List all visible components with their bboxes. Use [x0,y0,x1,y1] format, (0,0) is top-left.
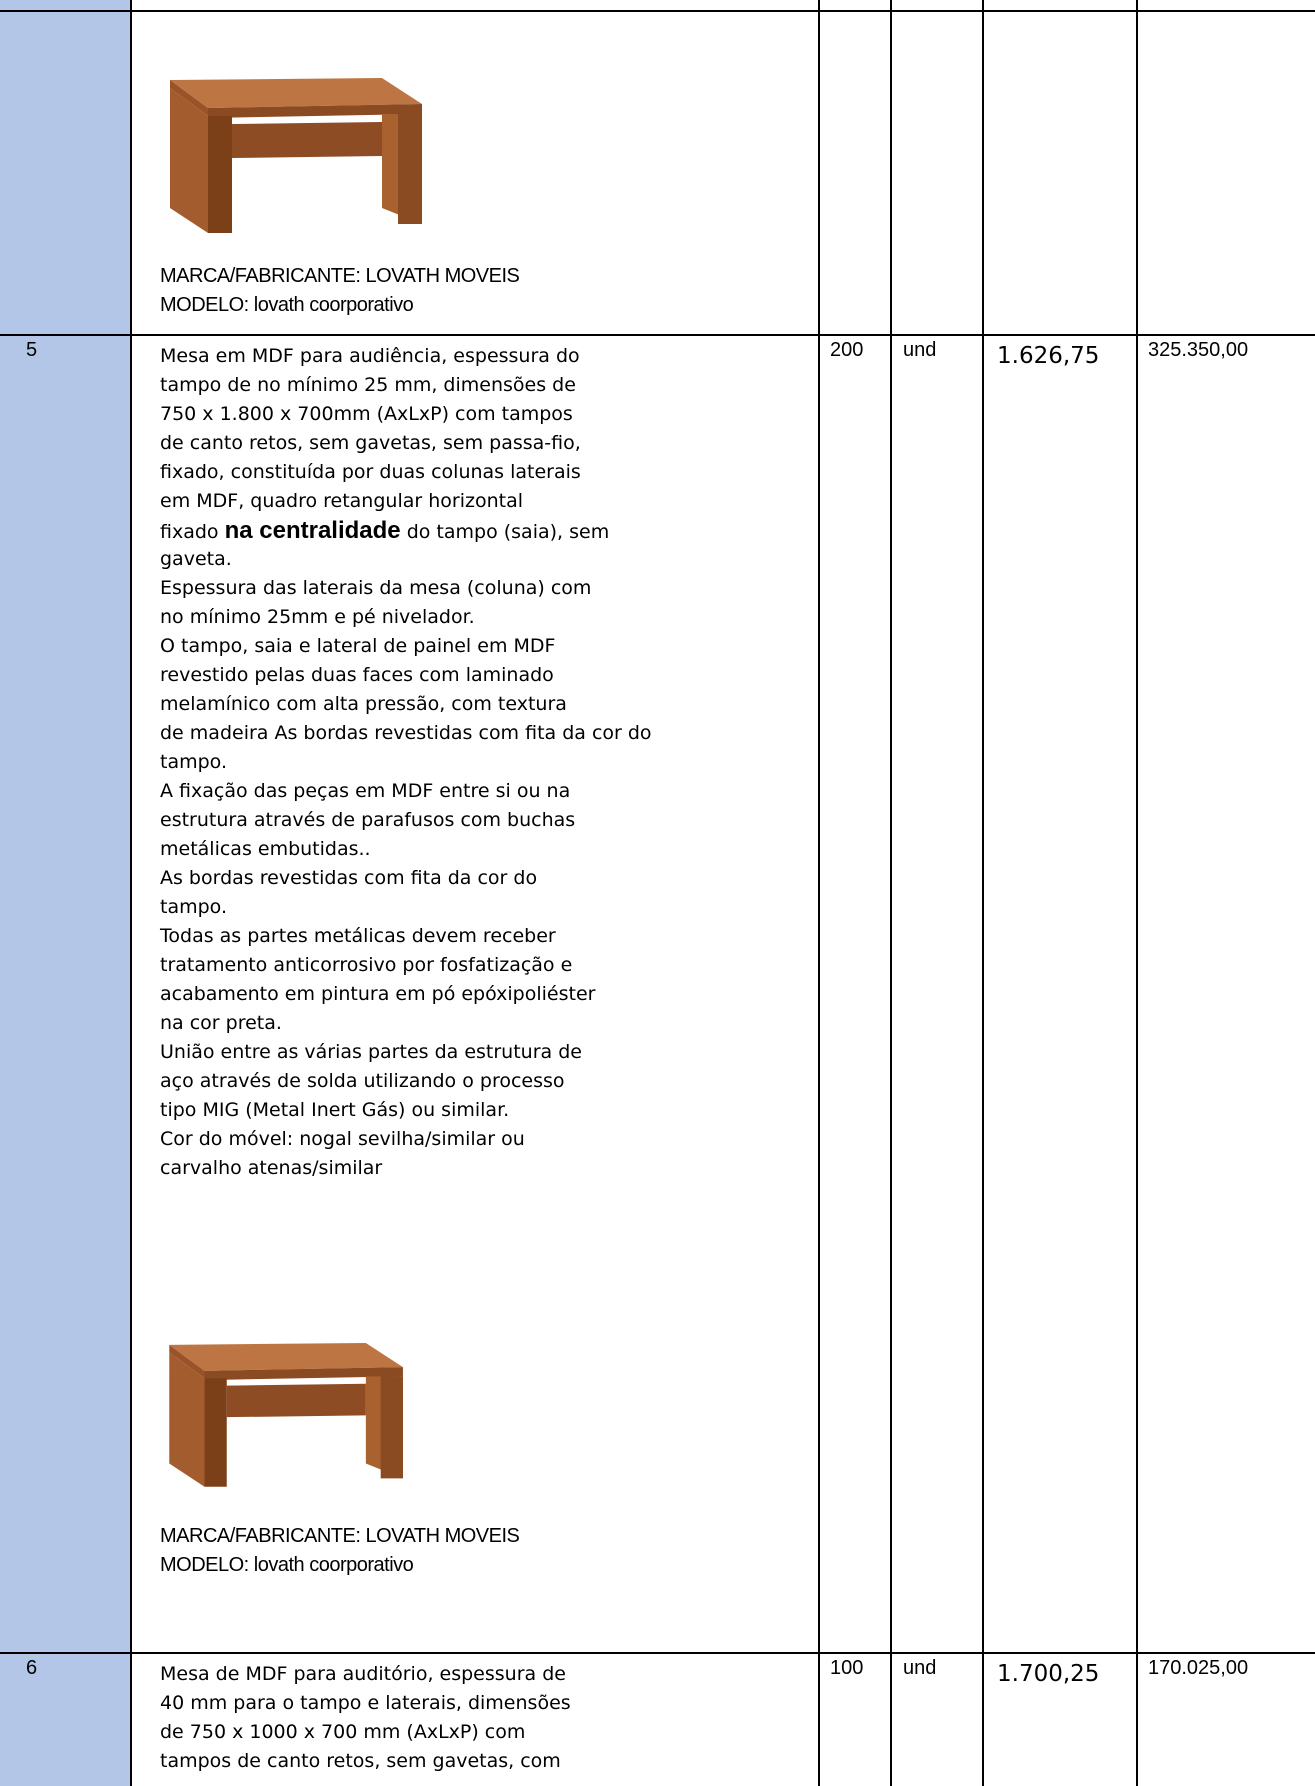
description-line: Todas as partes metálicas devem receber [160,925,556,947]
quantity-cell: 100 [830,1657,864,1679]
description-line: no mínimo 25mm e pé nivelador. [160,606,475,628]
col-border-price [1136,0,1138,1786]
description-line: carvalho atenas/similar [160,1157,383,1179]
desk-image [160,1296,415,1492]
description-line: Mesa em MDF para audiência, espessura do [160,345,580,367]
description-line: tampo de no mínimo 25 mm, dimensões de [160,374,576,396]
col-border-qty [890,0,892,1786]
unit-price-cell: 1.626,75 [997,343,1100,369]
brand-label: MARCA/FABRICANTE: LOVATH MOVEIS [160,265,520,287]
description-line: na cor preta. [160,1012,282,1034]
description-line: gaveta. [160,548,232,570]
description-line: 40 mm para o tampo e laterais, dimensões [160,1692,571,1714]
description-text: fixado [160,521,225,543]
unit-price-cell: 1.700,25 [997,1661,1100,1687]
description-line: tampos de canto retos, sem gavetas, com [160,1750,561,1772]
total-cell: 325.350,00 [1148,339,1249,361]
description-line: estrutura através de parafusos com buchas [160,809,576,831]
description-line: fixado, constituída por duas colunas laterais [160,461,581,483]
unit-cell: und [903,1657,937,1679]
description-line: acabamento em pintura em pó epóxipoliéster [160,983,596,1005]
brand-label: MARCA/FABRICANTE: LOVATH MOVEIS [160,1525,520,1547]
quantity-cell: 200 [830,339,864,361]
row-border-5 [0,334,1315,336]
item-number: 6 [26,1657,38,1679]
col-border-item [130,0,132,1786]
col-border-desc [818,0,820,1786]
description-line: metálicas embutidas.. [160,838,371,860]
description-line: tipo MIG (Metal Inert Gás) ou similar. [160,1099,510,1121]
description-line: melamínico com alta pressão, com textura [160,693,567,715]
description-line-emphasis [160,516,609,547]
description-line: tampo. [160,896,227,918]
item-number: 5 [26,339,38,361]
row-border-6 [0,1652,1315,1654]
total-cell: 170.025,00 [1148,1657,1249,1679]
description-line: de madeira As bordas revestidas com fita da cor do [160,722,652,744]
model-label: MODELO: lovath coorporativo [160,1554,414,1576]
description-line: de canto retos, sem gavetas, sem passa-fio, [160,432,581,454]
desk-image [160,28,435,238]
row-border-top [0,10,1315,12]
description-line: revestido pelas duas faces com laminado [160,664,554,686]
description-text: do tampo (saia), sem [400,521,610,543]
description-line: aço através de solda utilizando o processo [160,1070,565,1092]
description-line: Espessura das laterais da mesa (coluna) com [160,577,592,599]
description-line: O tampo, saia e lateral de painel em MDF [160,635,556,657]
description-line: em MDF, quadro retangular horizontal [160,490,523,512]
description-line: tratamento anticorrosivo por fosfatização e [160,954,573,976]
description-line: 750 x 1.800 x 700mm (AxLxP) com tampos [160,403,573,425]
description-line: União entre as várias partes da estrutura de [160,1041,582,1063]
description-line: tampo. [160,751,227,773]
model-label: MODELO: lovath coorporativo [160,294,414,316]
emphasis-text: na centralidade [224,517,401,544]
description-line: A fixação das peças em MDF entre si ou na [160,780,571,802]
description-line: As bordas revestidas com fita da cor do [160,867,538,889]
description-line: Cor do móvel: nogal sevilha/similar ou [160,1128,525,1150]
col-border-unit [982,0,984,1786]
unit-cell: und [903,339,937,361]
description-line: de 750 x 1000 x 700 mm (AxLxP) com [160,1721,526,1743]
item-number-column [0,0,130,1786]
description-line: Mesa de MDF para auditório, espessura de [160,1663,566,1685]
